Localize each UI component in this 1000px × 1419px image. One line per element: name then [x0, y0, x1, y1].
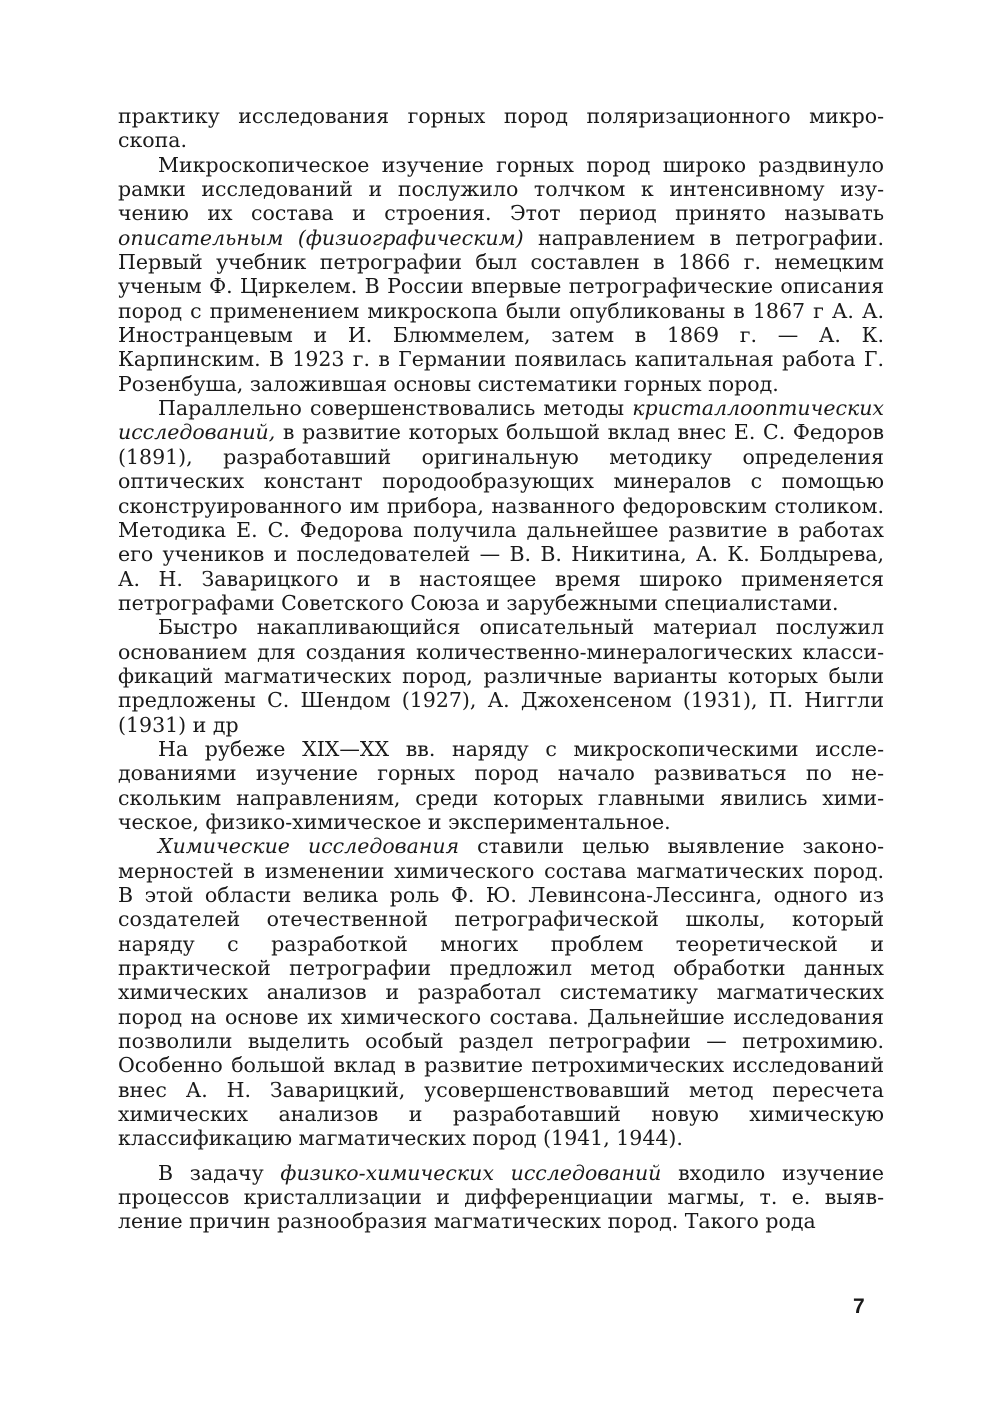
- paragraph-2-text-a: Микроскопическое изучение горных пород широко раздвинуло рамки исследований и послужило толчком к интенсивному изучению их состава и строения. Этот период принято называть: [118, 152, 884, 226]
- paragraph-3-italic: кристаллооптических исследований,: [118, 396, 884, 445]
- paragraph-3-text-b: в развитие которых большой вклад внес Е. С. Федоров (1891), разработавший оригинальную методику определения оптических констант породообразующих минералов с помощью сконструированного им прибора, названного федоровским столиком. Методика Е. С. Федорова получила дальнейшее развитие в работах его учеников и последователей — В. В. Никитина, А. К. Болдырева, А. Н. Заварицкого и в настоящее время широко применяется петрографами Советского Союза и зарубежными специалистами.: [118, 420, 884, 615]
- paragraph-1: практику исследования горных пород поляризационного микроскопа.: [118, 104, 884, 153]
- page-body: [118, 104, 884, 1234]
- paragraph-3: [118, 396, 884, 615]
- paragraph-6-text-b: ставили целью выявление закономерностей в изменении химического состава магматических пород. В этой области велика роль Ф. Ю. Левинсона-Лессинга, одного из создателей отечественной петрографической школы, который наряду с разработкой многих проблем теоретической и практической петрографии предложил метод обработки данных химических анализов и разработал систематику магматических пород на основе их химического состава. Дальнейшие исследования позволили выделить особый раздел петрографии — петрохимию. Особенно большой вклад в развитие петрохимических исследований внес А. Н. Заварицкий, усовершенствовавший метод пересчета химических анализов и разработавший новую химическую классификацию магматических пород (1941, 1944).: [118, 834, 884, 1151]
- paragraph-5: На рубеже XIX—XX вв. наряду с микроскопическими исследованиями изучение горных пород начало развиваться по нескольким направлениям, среди которых главными явились химическое, физико-химическое и экспериментальное.: [118, 736, 884, 834]
- paragraph-6-italic: Химические исследования: [158, 834, 460, 859]
- paragraph-4: Быстро накапливающийся описательный материал послужил основанием для создания количественно-минералогических классификаций магматических пород, различные варианты которых были предложены С. Шендом (1927), А. Джохенсеном (1931), П. Ниггли (1931) и др: [118, 615, 884, 737]
- page-number: 7: [853, 1295, 865, 1318]
- paragraph-3-text-a: Параллельно совершенствовались методы: [158, 396, 633, 421]
- paragraph-2-text-b: направлением в петрографии. Первый учебник петрографии был составлен в 1866 г. немецким ученым Ф. Циркелем. В России впервые петрографические описания пород с применением микроскопа были опубликованы в 1867 г А. А. Иностранцевым и И. Блюммелем, затем в 1869 г. — А. К. Карпинским. В 1923 г. в Германии появилась капитальная работа Г. Розенбуша, заложившая основы систематики горных пород.: [118, 225, 884, 396]
- paragraph-6: [118, 834, 884, 1150]
- paragraph-2-italic: описательным (физиографическим): [118, 225, 524, 250]
- paragraph-7: [118, 1161, 884, 1234]
- paragraph-7-text-a: В задачу: [158, 1160, 281, 1185]
- paragraph-7-italic: физико-химических исследований: [280, 1160, 662, 1185]
- paragraph-2: [118, 153, 884, 396]
- paragraph-7-text-b: входило изучение процессов кристаллизации и дифференциации магмы, т. е. выявление причин разнообразия магматических пород. Такого рода: [118, 1160, 884, 1234]
